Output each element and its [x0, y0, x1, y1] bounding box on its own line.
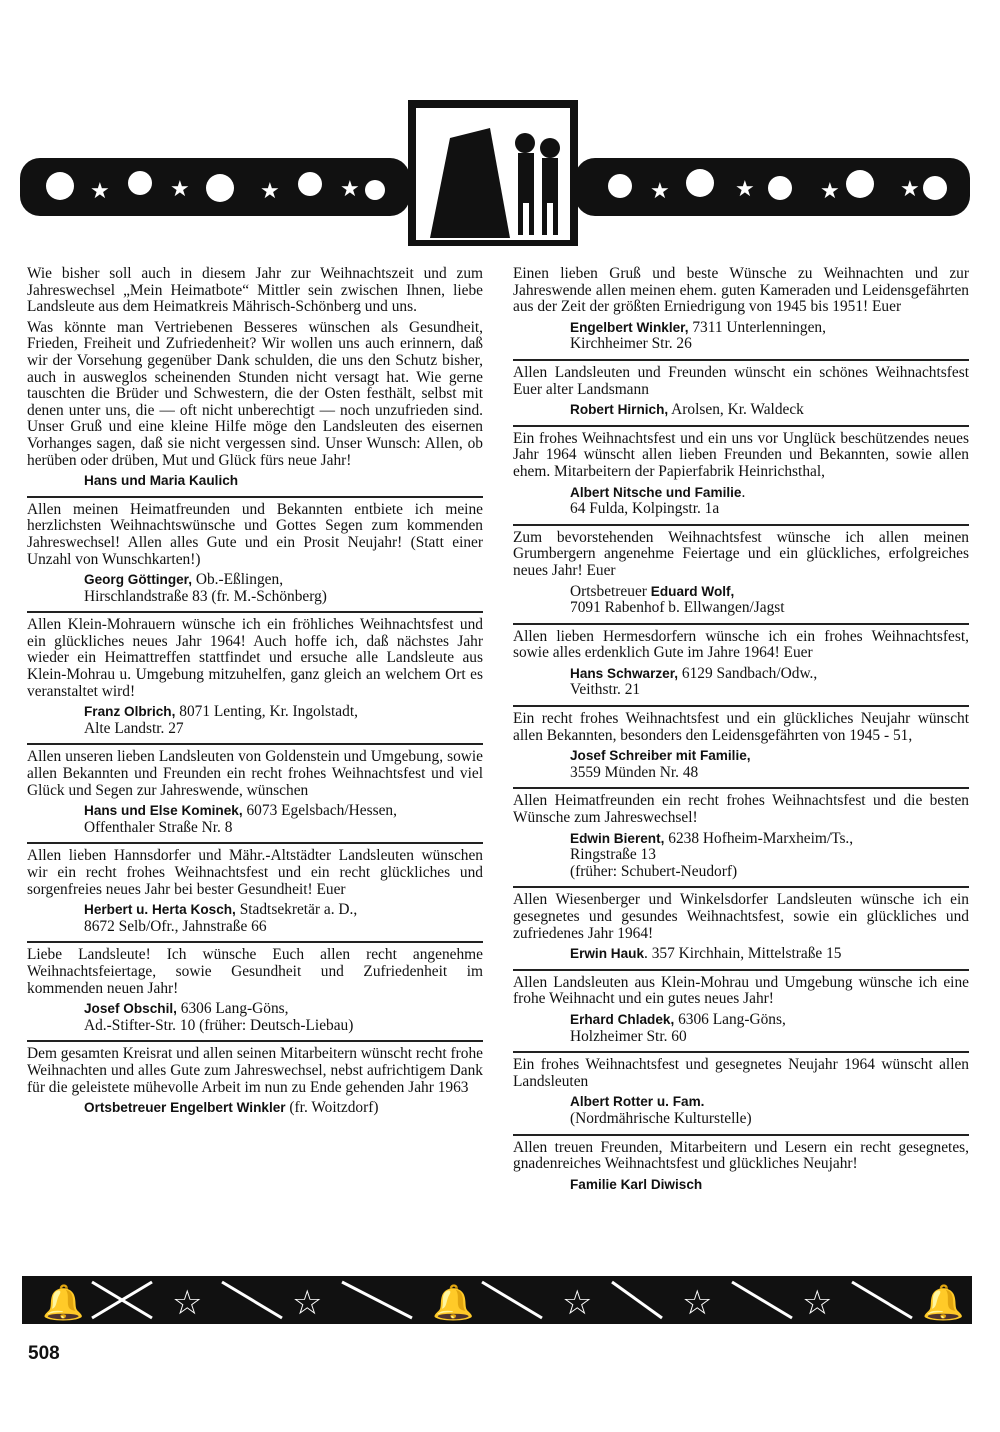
svg-text:☆: ☆ — [292, 1283, 323, 1323]
sender-name: Georg Göttinger, — [84, 572, 192, 588]
signature-line — [513, 1029, 969, 1046]
sender-address: 6129 Sandbach/Odw., — [678, 664, 818, 682]
signature-line — [513, 1177, 969, 1194]
sender-address: Ad.-Stifter-Str. 10 (früher: Deutsch-Liebau) — [84, 1016, 354, 1034]
signature-line — [27, 589, 483, 606]
greeting-text: Wie bisher soll auch in diesem Jahr zur Weihnachtszeit und zum Jahreswechsel „Mein Heimatbote“ Mittler sein zwischen Ihnen, liebe Landsleute aus dem Heimatkreis Mährisch-Schönberg und uns. — [27, 265, 483, 316]
signature-line — [27, 1018, 483, 1035]
svg-text:★: ★ — [820, 179, 840, 204]
signature-line — [513, 320, 969, 337]
signature-line — [513, 831, 969, 848]
signature-line — [513, 682, 969, 699]
svg-text:★: ★ — [735, 177, 755, 202]
signature-line — [513, 1111, 969, 1128]
greeting-block — [513, 425, 969, 524]
svg-text:★: ★ — [650, 179, 670, 204]
sender-name: Hans und Maria Kaulich — [84, 473, 239, 489]
signature-line — [513, 501, 969, 518]
signature-line — [513, 765, 969, 782]
sender-address: Ob.-Eßlingen, — [192, 571, 284, 589]
sender-name: Robert Hirnich, — [570, 402, 669, 418]
greeting-block — [513, 705, 969, 787]
sender-address: 7311 Unterlenningen, — [688, 318, 826, 336]
sender-name: Familie Karl Diwisch — [570, 1176, 703, 1192]
sender-name: Josef Schreiber mit Familie, — [570, 748, 751, 764]
sender-name: Erwin Hauk — [570, 946, 645, 962]
greeting-text: Liebe Landsleute! Ich wünsche Euch allen recht angenehme Weihnachtsfeiertage, sowie Gesundheit und Zufriedenheit im kommenden neuen Jahr! — [27, 946, 483, 997]
greeting-text: Allen unseren lieben Landsleuten von Goldenstein und Umgebung, sowie allen Bekannten und Freunden ein recht frohes Weihnachtsfest und viel Glück und Segen zur Jahreswende, wünschen — [27, 748, 483, 799]
greeting-block — [513, 1134, 969, 1200]
sender-name: Franz Olbrich, — [84, 704, 176, 720]
signature-line — [513, 847, 969, 864]
sender-address: Ringstraße 13 — [570, 846, 656, 864]
greeting-block — [513, 1051, 969, 1133]
left-column — [27, 262, 483, 1123]
svg-text:★: ★ — [260, 179, 280, 204]
sender-name: Ortsbetreuer Engelbert Winkler — [84, 1100, 286, 1116]
svg-text:🔔: 🔔 — [42, 1283, 85, 1323]
page-number: 508 — [28, 1343, 60, 1364]
signature-line — [27, 902, 483, 919]
signature-line — [513, 600, 969, 617]
right-column — [513, 262, 969, 1199]
greeting-text: Was könnte man Vertriebenen Besseres wünschen als Gesundheit, Frieden, Freiheit und Zufriedenheit? Wir wollen uns auch erinnern, daß wir der Vorsehung gegenüber Dank schulden, die uns den Schutz bisher, auch in ausweglos scheinenden Stunden nicht versagt hat. Wie gerne tauschten die Brüder und Schwestern, die der Osten festhält, selbst mit denen unter uns, die — oft nicht unberechtigt — noch unzufrieden sind. Unser Gruß und eine kleine Hilfe möge den Landsleuten des eisernen Vorhanges sagen, daß sie nicht vergessen sind. Unser Wunsch: Allen, ob herüben oder drüben, Mut und Glück fürs neue Jahr! — [27, 318, 483, 469]
greeting-text: Dem gesamten Kreisrat und allen seinen Mitarbeitern wünscht recht frohe Weihnachten und alles Gute zum Jahreswechsel, nebst aufrichtigem Dank für die geleistete mühevolle Arbeit im nun zu Ende gehenden Jahr 1963 — [27, 1045, 484, 1096]
sender-name: Erhard Chladek, — [570, 1011, 675, 1027]
signature-line — [513, 748, 969, 765]
greeting-text: Ein recht frohes Weihnachtsfest und ein glückliches Neujahr wünscht allen Bekannten, besonders den Leidensgefährten von 1945 - 51, — [513, 710, 969, 744]
svg-text:🔔: 🔔 — [432, 1283, 475, 1323]
sender-address: 8672 Selb/Ofr., Jahnstraße 66 — [84, 917, 267, 935]
sender-name: Edwin Bierent, — [570, 830, 665, 846]
greeting-block — [513, 359, 969, 425]
sender-name: Eduard Wolf, — [650, 583, 735, 599]
sender-address: 7091 Rabenhof b. Ellwangen/Jagst — [570, 599, 785, 617]
sender-address: 6073 Egelsbach/Hessen, — [242, 802, 397, 820]
greeting-block — [513, 524, 969, 623]
svg-text:🔔: 🔔 — [922, 1283, 965, 1323]
greeting-text: Ein frohes Weihnachtsfest und gesegnetes Neujahr 1964 wünscht allen Landsleuten — [513, 1056, 969, 1090]
signature-line — [513, 1012, 969, 1029]
sender-address: (fr. Woitzdorf) — [285, 1099, 379, 1117]
signature-line — [513, 666, 969, 683]
sender-address: Kirchheimer Str. 26 — [570, 335, 692, 353]
greeting-text: Zum bevorstehenden Weihnachtsfest wünsche ich allen meinen Grumbergern angenehme Feiertage und ein glückliches, erfolgreiches neues Jahr! Euer — [513, 528, 969, 579]
sender-address: 3559 Münden Nr. 48 — [570, 763, 699, 781]
sender-address: (Nordmährische Kulturstelle) — [570, 1109, 752, 1127]
svg-text:★: ★ — [90, 179, 110, 204]
sender-address: Stadtsekretär a. D., — [235, 901, 358, 919]
greeting-block — [513, 969, 969, 1051]
sender-address: Alte Landstr. 27 — [84, 719, 184, 737]
sender-address: Hirschlandstraße 83 (fr. M.-Schönberg) — [84, 587, 327, 605]
signature-line — [27, 721, 483, 738]
greeting-block — [27, 1040, 483, 1122]
greeting-text: Allen Landsleuten aus Klein-Mohrau und Umgebung wünsche ich eine frohe Weihnacht und ein gutes neues Jahr! — [513, 973, 969, 1008]
sender-address: 6238 Hofheim-Marxheim/Ts., — [664, 829, 854, 847]
signature-line — [27, 1100, 483, 1117]
sender-name: Engelbert Winkler, — [570, 319, 689, 335]
signature-line — [513, 584, 969, 601]
greeting-block — [27, 941, 483, 1040]
signature-line — [27, 572, 483, 589]
sender-address: Ortsbetreuer — [570, 582, 651, 600]
svg-text:☆: ☆ — [682, 1283, 713, 1323]
signature-line — [513, 946, 969, 963]
signature-line — [513, 402, 969, 419]
greeting-text: Einen lieben Gruß und beste Wünsche zu Weihnachten und zur Jahreswende allen meinen ehem. guten Kameraden und Leidensgefährten aus der Zeit der größten Erniedrigung von 1945 bis 1951! Euer — [513, 265, 969, 316]
svg-text:☆: ☆ — [562, 1283, 593, 1323]
svg-text:☆: ☆ — [172, 1283, 203, 1323]
greeting-text: Allen Klein-Mohrauern wünsche ich ein fröhliches Weihnachtsfest und ein glückliches neues Jahr 1964! Auch hoffe ich, daß nächstes Jahr wieder ein Heimattreffen stattfindet und ersuche alle Landsleute aus Klein-Mohrau u. Umgebung mitzuhelfen, ganz gleich an welchem Ort es veranstaltet wird! — [27, 616, 483, 700]
greeting-text: Allen lieben Hermesdorfern wünsche ich ein frohes Weihnachtsfest, sowie alles erdenklich Gute im Jahre 1964! Euer — [513, 627, 969, 662]
sender-address: (früher: Schubert-Neudorf) — [570, 862, 738, 880]
greeting-text: Allen meinen Heimatfreunden und Bekannten entbiete ich meine herzlichsten Weihnachtswünsche und Gottes Segen zum kommenden Jahreswechsel! Allen alles Gute und ein Prosit Neujahr! (Statt einer Unzahl von Wunschkarten!) — [27, 500, 483, 568]
greeting-block — [513, 262, 969, 359]
svg-text:★: ★ — [170, 177, 190, 202]
greeting-block — [513, 623, 969, 705]
greeting-block — [27, 743, 483, 842]
signature-line — [513, 864, 969, 881]
signature-line — [513, 336, 969, 353]
sender-address: Arolsen, Kr. Waldeck — [668, 401, 804, 419]
sender-address: 6306 Lang-Göns, — [176, 1000, 289, 1018]
svg-text:☆: ☆ — [802, 1283, 833, 1323]
sender-address: Holzheimer Str. 60 — [570, 1027, 687, 1045]
svg-text:★: ★ — [340, 177, 360, 202]
greeting-text: Allen lieben Hannsdorfer und Mähr.-Altstädter Landsleuten wünschen wir ein recht frohes Weihnachtsfest und ein recht glückliches und sorgenfreies neues Jahr bei bester Gesundheit! Euer — [27, 847, 483, 898]
greeting-text: Allen Wiesenberger und Winkelsdorfer Landsleuten wünsche ich ein gesegnetes und gesundes Weihnachtsfest, sowie ein glückliches und zufriedenes Jahr 1964! — [513, 891, 969, 942]
sender-name: Albert Rotter u. Fam. — [570, 1094, 705, 1110]
greeting-block — [27, 611, 483, 743]
sender-address: . — [741, 483, 746, 501]
sender-address: Offenthaler Straße Nr. 8 — [84, 818, 233, 836]
greeting-text: Allen Heimatfreunden ein recht frohes Weihnachtsfest und die besten Wünsche zum Jahreswechsel! — [513, 792, 969, 827]
signature-line — [27, 919, 483, 936]
sender-name: Hans Schwarzer, — [570, 665, 679, 681]
greeting-text: Ein frohes Weihnachtsfest und ein uns vor Unglück beschützendes neues Jahr 1964 wünscht allen lieben Freunden und Bekannten, sowie allen ehem. Mitarbeitern der Papierfabrik Heinrichsthal, — [513, 429, 969, 480]
greeting-text: Allen treuen Freunden, Mitarbeitern und Lesern ein recht gesegnetes, gnadenreiches Weihnachtsfest und glückliches Neujahr! — [513, 1138, 969, 1173]
signature-line — [513, 1094, 969, 1111]
sender-name: Albert Nitsche und Familie — [570, 484, 742, 500]
christmas-silhouette-banner — [20, 98, 970, 248]
signature-line — [27, 820, 483, 837]
greeting-block — [27, 842, 483, 941]
bells-stars-border — [22, 1276, 972, 1324]
greeting-block — [513, 787, 969, 886]
greeting-text: Allen Landsleuten und Freunden wünscht ein schönes Weihnachtsfest Euer alter Landsmann — [513, 363, 969, 398]
greeting-block — [27, 496, 483, 612]
sender-address: Veithstr. 21 — [570, 681, 641, 699]
sender-address: 6306 Lang-Göns, — [674, 1010, 786, 1028]
svg-text:★: ★ — [900, 177, 920, 202]
greeting-block — [27, 262, 483, 496]
sender-name: Hans und Else Kominek, — [84, 803, 243, 819]
signature-line — [27, 803, 483, 820]
sender-address: 8071 Lenting, Kr. Ingolstadt, — [175, 703, 358, 721]
greeting-block — [513, 886, 969, 968]
signature-line — [27, 1001, 483, 1018]
sender-address: 64 Fulda, Kolpingstr. 1a — [570, 500, 720, 518]
signature-line — [513, 485, 969, 502]
sender-name: Josef Obschil, — [84, 1001, 177, 1017]
signature-line — [27, 704, 483, 721]
signature-line — [27, 473, 483, 490]
sender-name: Herbert u. Herta Kosch, — [84, 902, 236, 918]
sender-address: . 357 Kirchhain, Mittelstraße 15 — [644, 945, 842, 963]
